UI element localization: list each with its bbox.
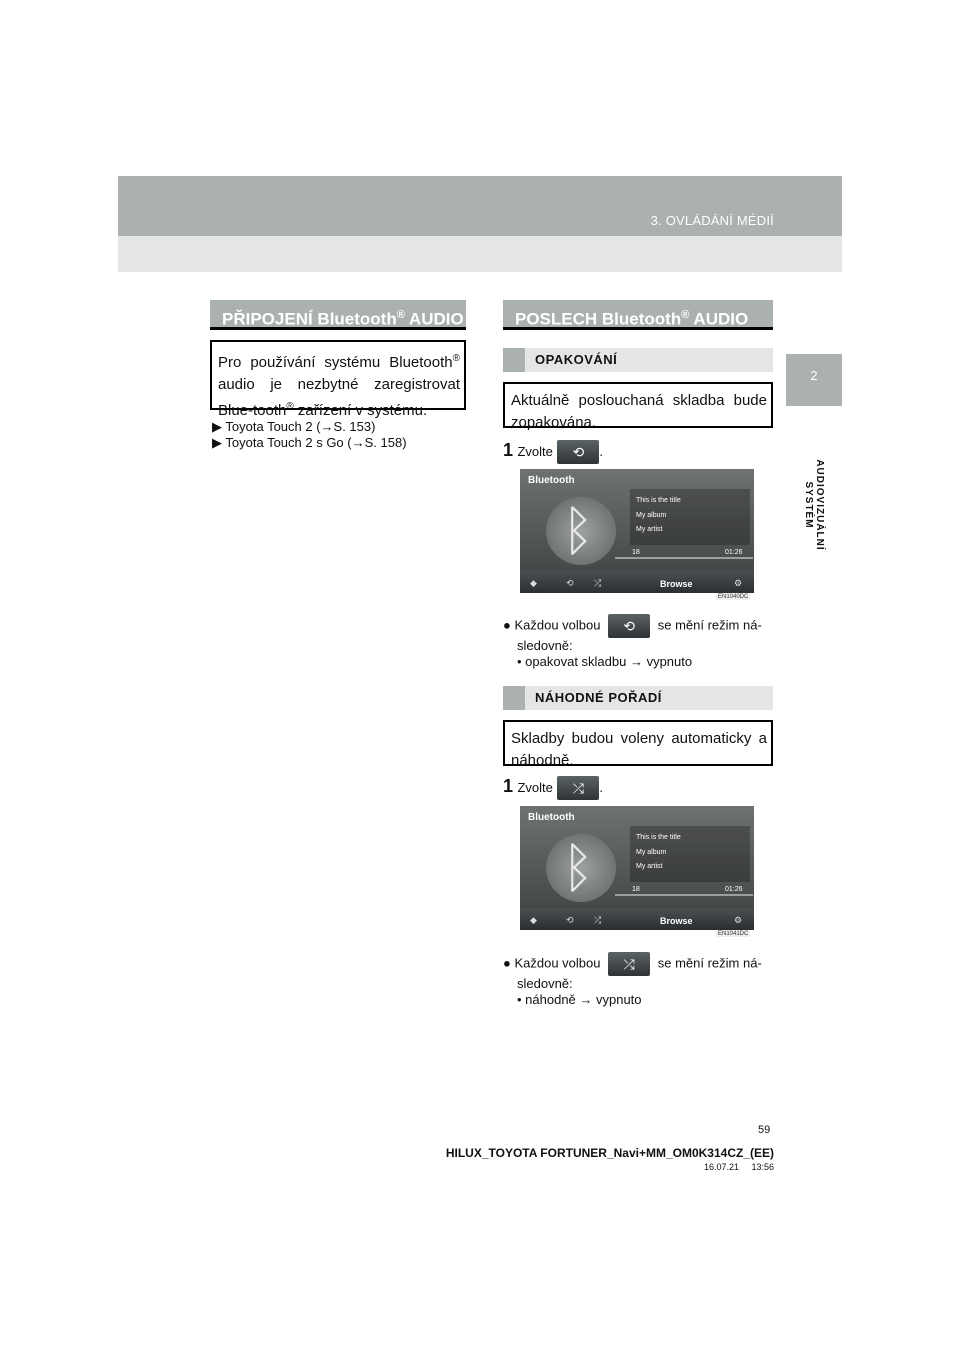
shuffle-button[interactable] [608, 952, 650, 976]
section-heading-connect [210, 300, 466, 330]
screen-toolbar [520, 571, 754, 593]
repeat-icon: ⟲ [572, 444, 585, 460]
track-title: This is the title [636, 834, 681, 841]
bullet-circle-icon: ● [503, 617, 511, 633]
browse-button: Browse [660, 916, 693, 926]
track-time: 01:26 [725, 549, 743, 556]
settings-icon: ⚙ [734, 578, 743, 588]
track-artist: My artist [636, 526, 663, 533]
track-album: My album [636, 849, 667, 856]
track-number: 18 [632, 549, 640, 556]
step-label: Zvolte [517, 780, 553, 796]
progress-bar [615, 557, 753, 559]
step-shuffle [503, 776, 603, 800]
info-text: zařízení v systému. [293, 402, 428, 419]
header-subbar [118, 236, 842, 272]
note-text: Každou volbou [514, 955, 601, 971]
shuffle-icon: ⤮ [594, 915, 602, 925]
car-icon: ◆ [530, 915, 537, 925]
repeat-icon: ⟲ [566, 578, 574, 588]
chapter-title: 3. OVLÁDÁNÍ MÉDIÍ [650, 213, 774, 228]
image-code: EN1041DC [718, 931, 749, 937]
heading-text: PŘIPOJENÍ Bluetooth [222, 309, 397, 329]
screen-title: Bluetooth [528, 812, 575, 823]
track-number: 18 [632, 886, 640, 893]
subheading-repeat [503, 348, 773, 372]
subheading-marker [503, 686, 525, 710]
page-number: 59 [758, 1124, 771, 1136]
image-code: EN1040DC [718, 594, 749, 600]
registered-mark: ® [396, 309, 405, 321]
step-period: . [599, 780, 603, 796]
step-repeat [503, 440, 603, 464]
note-repeat [503, 614, 773, 670]
note-shuffle [503, 952, 773, 1008]
car-icon: ◆ [530, 578, 537, 588]
shuffle-button[interactable] [557, 776, 599, 800]
note-text: Každou volbou [514, 617, 601, 633]
note-text: • opakovat skladbu → vypnuto [517, 654, 693, 669]
settings-icon: ⚙ [734, 915, 743, 925]
info-text: audio je nezbytné zaregistrovat Blue-tooth [218, 376, 460, 419]
info-box-repeat: Aktuálně poslouchaná skladba bude zopakována. [503, 382, 773, 428]
bluetooth-icon: ᛒ [562, 836, 595, 899]
info-text: Pro používání systému Bluetooth [218, 354, 453, 371]
step-label: Zvolte [517, 444, 553, 460]
subheading-text: OPAKOVÁNÍ [535, 352, 618, 367]
step-period: . [599, 444, 603, 460]
progress-bar [615, 894, 753, 896]
note-text: • náhodně → vypnuto [517, 992, 642, 1007]
side-tab-text: AUDIOVIZUÁLNÍ SYSTÉM [803, 459, 825, 551]
heading-text-suffix: AUDIO [689, 309, 749, 329]
subheading-marker [503, 348, 525, 372]
screen-toolbar [520, 908, 754, 930]
triangle-right-icon: ▶ [212, 419, 222, 434]
heading-text: POSLECH Bluetooth [515, 309, 682, 329]
shuffle-icon: ⤮ [572, 780, 584, 796]
screen-title: Bluetooth [528, 475, 575, 486]
shuffle-icon: ⤮ [623, 956, 635, 972]
subheading-shuffle [503, 686, 773, 710]
track-title: This is the title [636, 497, 681, 504]
reference-text: Toyota Touch 2 (→S. 153) [225, 419, 376, 434]
subheading-text: NÁHODNÉ POŘADÍ [535, 690, 662, 705]
info-box-connect [210, 340, 466, 419]
bluetooth-icon: ᛒ [562, 499, 595, 562]
bullet-circle-icon: ● [503, 955, 511, 971]
repeat-button[interactable] [608, 614, 650, 638]
track-album: My album [636, 512, 667, 519]
note-text: sledovně: [517, 976, 573, 991]
registered-mark: ® [681, 309, 690, 321]
repeat-icon: ⟲ [566, 915, 574, 925]
info-box-shuffle: Skladby budou voleny automaticky a náhodně. [503, 720, 773, 766]
heading-text-suffix: AUDIO [404, 309, 464, 329]
track-time: 01:26 [725, 886, 743, 893]
step-number: 1 [503, 440, 514, 461]
repeat-icon: ⟲ [623, 618, 635, 634]
note-text: se mění režim ná- [657, 617, 762, 633]
browse-button: Browse [660, 579, 693, 589]
note-text: se mění režim ná- [657, 955, 762, 971]
reference-item[interactable] [212, 435, 407, 451]
timestamp: 16.07.21 13:56 [703, 1162, 774, 1172]
reference-text: Toyota Touch 2 s Go (→S. 158) [225, 435, 407, 450]
repeat-button[interactable] [557, 440, 599, 464]
triangle-right-icon: ▶ [212, 435, 222, 450]
registered-mark: ® [286, 401, 294, 412]
track-artist: My artist [636, 863, 663, 870]
screenshot-repeat [520, 469, 754, 593]
registered-mark: ® [452, 353, 460, 364]
section-heading-listen [503, 300, 773, 330]
side-tab-number: 2 [810, 368, 818, 383]
reference-item[interactable] [212, 419, 375, 435]
note-text: sledovně: [517, 638, 573, 653]
manual-id: HILUX_TOYOTA FORTUNER_Navi+MM_OM0K314CZ_(EE) [445, 1146, 774, 1160]
shuffle-icon: ⤮ [594, 578, 602, 588]
step-number: 1 [503, 776, 514, 797]
screenshot-shuffle [520, 806, 754, 930]
